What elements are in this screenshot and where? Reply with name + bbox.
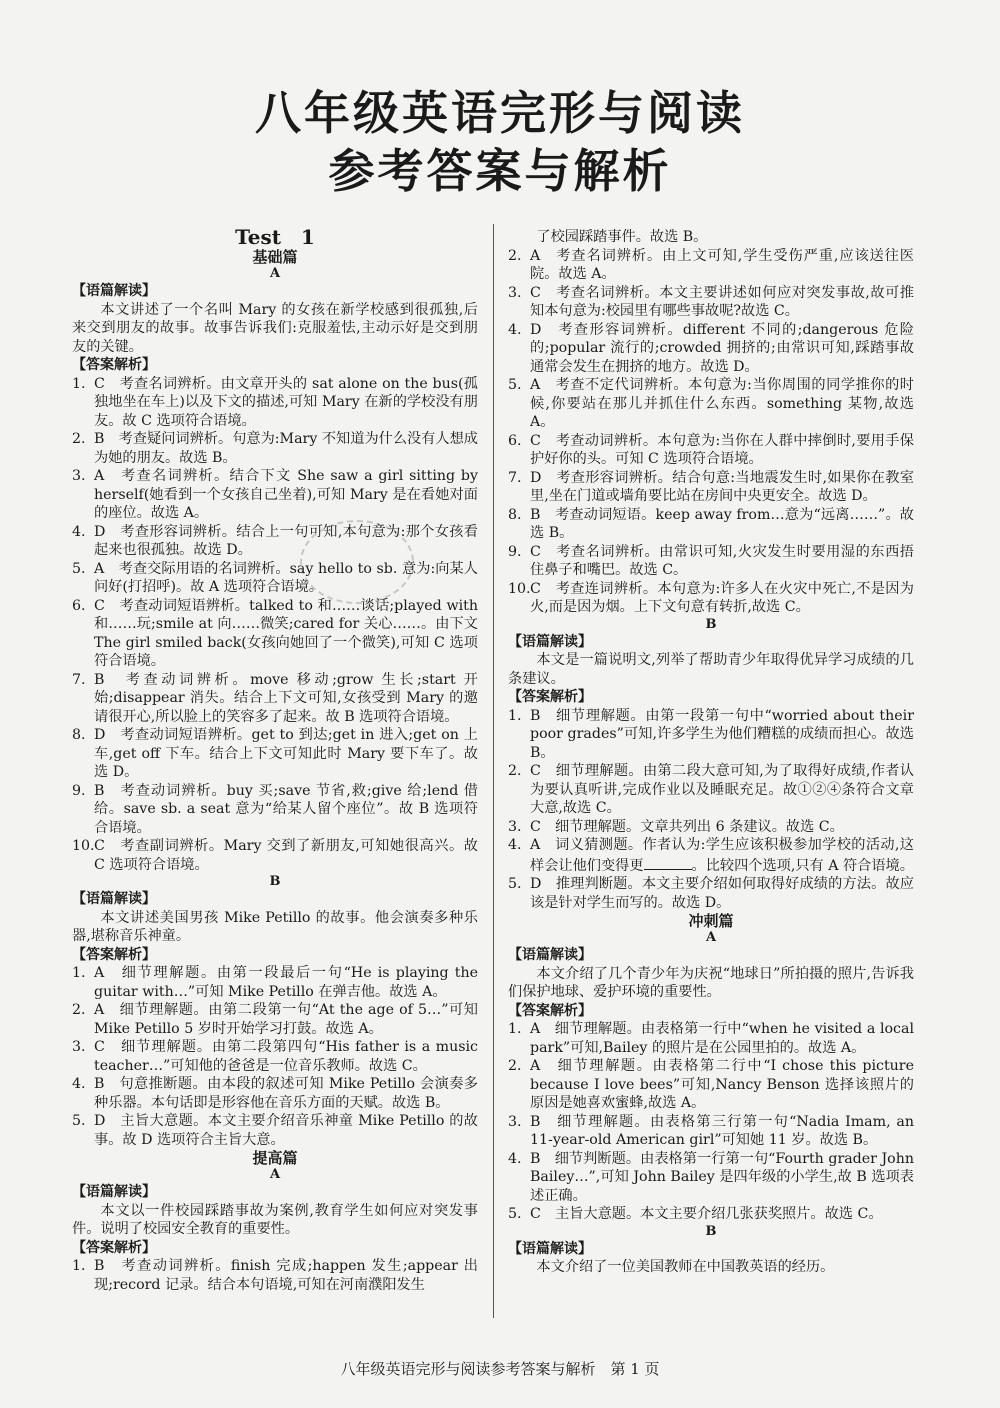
answer-text: A 考查名词辨析。由上文可知,学生受伤严重,应该送往医院。故选 A。 — [530, 247, 914, 282]
answer-text: C 考查名词辨析。由文章开头的 sat alone on the bus(孤独地坐在车上)以及下文的描述,可知 Mary 在新的学校没有朋友。故 C 选项符合语境。 — [94, 375, 478, 429]
section-level-heading: 冲刺篇 — [688, 912, 734, 930]
section-heading: 【语篇解读】 — [72, 283, 156, 299]
answer-text: B 句意推断题。由本段的叙述可知 Mike Petillo 会演奏多种乐器。本句话即是形容他在音乐方面的天赋。故选 B。 — [94, 1076, 478, 1111]
answer-item — [508, 543, 914, 580]
answer-text: A 考查名词辨析。结合下文 She saw a girl sitting by herself(她看到一个女孩自己坐着),可知 Mary 是在看她对面的座位。故选 A。 — [94, 468, 478, 521]
answer-item — [508, 432, 914, 469]
answer-item — [72, 523, 478, 560]
answer-number: 1. — [508, 707, 522, 724]
answer-item — [508, 1057, 914, 1113]
section-heading: 【答案解析】 — [72, 357, 156, 373]
answer-item — [72, 375, 478, 431]
answer-text: A 考查不定代词辨析。本句意为:当你周围的同学推你的时候,你要站在那儿并抓住什么东西。something 某物,故选 A。 — [530, 377, 914, 430]
answer-item — [72, 726, 478, 782]
answer-number: 7. — [508, 469, 522, 486]
answer-item — [508, 818, 914, 837]
answer-text: B 考查动词辨析。finish 完成;happen 发生;appear 出现;record 记录。结合本句语境,可知在河南濮阳发生 — [94, 1258, 478, 1293]
answer-item — [72, 1075, 478, 1112]
answer-text: C 考查动词短语辨析。talked to 和……谈话;played with 和……玩;smile at 向……微笑;cared for 关心……。由下文 The girl smiled back(女孩向她回了一个微笑),可知 C 选项符合语境。 — [94, 597, 478, 669]
answer-text: B 考查动词短语。keep away from…意为“远离……”。故选 B。 — [530, 506, 914, 541]
answer-number: 9. — [508, 543, 522, 560]
answer-item — [508, 762, 914, 818]
answer-number: 4. — [72, 1076, 86, 1092]
answer-number: 2. — [508, 1058, 522, 1074]
answer-text: C 细节理解题。文章共列出 6 条建议。故选 C。 — [530, 818, 844, 835]
answer-item — [72, 1257, 478, 1294]
answer-item — [72, 671, 478, 727]
answer-number: 9. — [72, 782, 86, 799]
summary-paragraph: 本文讲述美国男孩 Mike Petillo 的故事。他会演奏多种乐器,堪称音乐神童。 — [72, 909, 478, 944]
answer-text: C 考查名词辨析。由常识可知,火灾发生时要用湿的东西捂住鼻子和嘴巴。故选 C。 — [530, 543, 914, 578]
summary-paragraph: 本文介绍了几个青少年为庆祝“地球日”所拍摄的照片,告诉我们保护地球、爱护环境的重要性。 — [508, 965, 914, 1000]
summary-paragraph: 本文是一篇说明文,列举了帮助青少年取得优异学习成绩的几条建议。 — [508, 652, 914, 687]
answer-number: 8. — [72, 727, 86, 743]
answer-item — [508, 875, 914, 912]
answer-number: 1. — [508, 1021, 522, 1037]
section-heading: 【语篇解读】 — [508, 1240, 592, 1257]
answer-item — [72, 467, 478, 523]
part-label: B — [705, 616, 717, 632]
answer-text: D 主旨大意题。本文主要介绍音乐神童 Mike Petillo 的故事。故 D 选项符合主旨大意。 — [94, 1113, 478, 1148]
section-heading: 【语篇解读】 — [72, 1184, 156, 1200]
part-label: B — [705, 1223, 717, 1239]
test-title: Test 1 — [235, 225, 315, 249]
answer-text: D 考查动词短语辨析。get to 到达;get in 进入;get on 上车,get off 下车。结合上下文可知此时 Mary 要下车了。故选 D。 — [94, 727, 478, 780]
answer-number: 5. — [508, 876, 522, 892]
answer-text: C 考查动词辨析。本句意为:当你在人群中摔倒时,要用手保护好你的头。可知 C 选项符合语境。 — [530, 432, 914, 467]
answer-text: B 细节理解题。由第一段第一句中“worried about their poor grades”可知,许多学生为他们糟糕的成绩而担心。故选 B。 — [530, 707, 914, 761]
answer-item — [72, 597, 478, 671]
continued-text: 了校园踩踏事件。故选 B。 — [508, 229, 708, 245]
section-heading: 【答案解析】 — [72, 946, 156, 963]
answer-number: 10. — [72, 838, 95, 854]
answer-text: D 考查形容词辨析。结合句意:当地震发生时,如果你在教室里,坐在门道或墙角要比站在房间中央更安全。故选 D。 — [530, 469, 914, 504]
left-column — [72, 226, 478, 1294]
section-heading: 【语篇解读】 — [508, 947, 592, 963]
answer-number: 3. — [508, 818, 522, 835]
answer-number: 4. — [508, 321, 522, 338]
answer-number: 3. — [508, 284, 522, 301]
section-level-heading: 基础篇 — [252, 248, 298, 266]
answer-text: 。比较四个选项,只有 A 符合语境。 — [691, 857, 914, 874]
answer-number: 3. — [72, 468, 86, 484]
answer-text: B 细节理解题。由表格第三行第一句“Nadia Imam, an 11-year-old American girl”可知她 11 岁。故选 B。 — [530, 1113, 914, 1148]
answer-number: 6. — [72, 597, 86, 614]
answer-item — [72, 782, 478, 838]
answer-text: A 细节理解题。由第二段第一句“At the age of 5…”可知 Mike Petillo 5 岁时开始学习打鼓。故选 A。 — [94, 1002, 478, 1037]
answer-number: 3. — [508, 1113, 522, 1130]
answer-number: 1. — [72, 1258, 86, 1274]
answer-text: D 推理判断题。本文主要介绍如何取得好成绩的方法。故应该是针对学生而写的。故选 D。 — [530, 876, 914, 911]
answer-number: 5. — [72, 560, 86, 577]
answer-item — [508, 1150, 914, 1206]
answer-item — [72, 1038, 478, 1075]
answer-text: B 考查动词辨析。move 移动;grow 生长;start 开始;disappear 消失。结合上下文可知,女孩受到 Mary 的邀请很开心,所以脸上的笑容多了起来。故 B 选项符合语境。 — [94, 671, 478, 725]
answer-item — [508, 1205, 914, 1224]
answer-text: C 考查副词辨析。Mary 交到了新朋友,可知她很高兴。故 C 选项符合语境。 — [94, 838, 478, 873]
answer-item — [508, 580, 914, 617]
part-label: A — [269, 266, 281, 281]
section-heading: 【答案解析】 — [508, 1002, 592, 1019]
answer-text: C 细节理解题。由第二段大意可知,为了取得好成绩,作者认为要认真听讲,完成作业以及睡眠充足。故①②④条符合文章大意,故选 C。 — [530, 763, 914, 816]
answer-number: 1. — [72, 965, 86, 981]
answer-number: 3. — [72, 1039, 86, 1055]
answer-number: 5. — [508, 377, 522, 393]
section-level-heading: 提高篇 — [252, 1149, 298, 1167]
answer-item — [508, 469, 914, 506]
answer-number: 5. — [72, 1113, 86, 1129]
answer-number: 4. — [508, 1150, 522, 1167]
answer-item — [508, 506, 914, 543]
answer-number: 5. — [508, 1206, 522, 1222]
page-title-line1: 八年级英语完形与阅读 — [255, 86, 745, 140]
answer-number: 2. — [508, 763, 522, 779]
answer-number: 7. — [72, 671, 86, 688]
answer-item — [508, 1113, 914, 1150]
answer-number: 1. — [72, 375, 86, 392]
answer-item — [508, 707, 914, 763]
answer-text: C 考查名词辨析。本文主要讲述如何应对突发事故,故可推知本句意为:校园里有哪些事故呢?故选 C。 — [530, 284, 914, 319]
answer-item — [508, 376, 914, 432]
answer-item — [72, 560, 478, 597]
answer-item — [72, 430, 478, 467]
answer-item — [72, 964, 478, 1001]
answer-number: 6. — [508, 432, 522, 449]
answer-item — [508, 247, 914, 284]
answer-number: 2. — [72, 1002, 86, 1018]
answer-text: C 考查连词辨析。本句意为:许多人在火灾中死亡,不是因为火,而是因为烟。上下文句意有转折,故选 C。 — [530, 580, 914, 615]
right-column — [508, 228, 914, 1277]
answer-number: 2. — [72, 431, 86, 447]
answer-text: C 主旨大意题。本文主要介绍几张获奖照片。故选 C。 — [530, 1206, 883, 1222]
section-heading: 【语篇解读】 — [508, 633, 592, 650]
answer-number: 10. — [508, 580, 531, 597]
answer-text: A 词义猜测题。作者认为:学生应该积极参加学校的活动,这样会让他们变得更 — [530, 837, 914, 874]
part-label: A — [269, 1167, 281, 1182]
answer-item — [508, 1020, 914, 1057]
answer-item — [508, 836, 914, 875]
answer-text: B 细节判断题。由表格第一行第一句“Fourth grader John Bailey…”,可知 John Bailey 是四年级的小学生,故 B 选项表述正确。 — [530, 1150, 914, 1204]
answer-text: A 考查交际用语的名词辨析。say hello to sb. 意为:向某人问好(打招呼)。故 A 选项符合语境。 — [94, 560, 478, 595]
summary-paragraph: 本文讲述了一个名叫 Mary 的女孩在新学校感到很孤独,后来交到朋友的故事。故事告诉我们:克服羞怯,主动示好是交到朋友的关键。 — [72, 301, 478, 355]
summary-paragraph: 本文以一件校园踩踏事故为案例,教育学生如何应对突发事件。说明了校园安全教育的重要性。 — [72, 1202, 478, 1237]
answer-item — [508, 284, 914, 321]
page-footer: 八年级英语完形与阅读参考答案与解析 第 1 页 — [340, 1360, 660, 1378]
column-divider — [493, 224, 494, 1318]
page-title-line2: 参考答案与解析 — [328, 144, 672, 198]
answer-text: D 考查形容词辨析。different 不同的;dangerous 危险的;popular 流行的;crowded 拥挤的;由常识可知,踩踏事故通常会发生在拥挤的地方。故选 D。 — [530, 321, 914, 375]
answer-text: A 细节理解题。由表格第二行中“I chose this picture because I love bees”可知,Nancy Benson 选择该照片的原因是她喜欢蜜蜂,故选 A。 — [530, 1058, 914, 1111]
answer-text: A 细节理解题。由第一段最后一句“He is playing the guitar with…”可知 Mike Petillo 在弹吉他。故选 A。 — [94, 965, 478, 1000]
answer-item — [72, 1112, 478, 1149]
answer-item — [72, 1001, 478, 1038]
part-label: A — [705, 930, 717, 945]
part-label: B — [269, 874, 281, 889]
answer-number: 4. — [72, 523, 86, 540]
answer-item — [72, 837, 478, 874]
answer-text: C 细节理解题。由第二段第四句“His father is a music teacher…”可知他的爸爸是一位音乐教师。故选 C。 — [94, 1039, 478, 1074]
summary-paragraph: 本文介绍了一位美国教师在中国教英语的经历。 — [536, 1259, 835, 1275]
section-heading: 【语篇解读】 — [72, 891, 156, 907]
answer-item — [508, 321, 914, 377]
answer-text: D 考查形容词辨析。结合上一句可知,本句意为:那个女孩看起来也很孤独。故选 D。 — [94, 523, 478, 558]
answer-number: 4. — [508, 837, 522, 853]
answer-blank — [644, 855, 692, 870]
section-heading: 【答案解析】 — [508, 689, 592, 705]
answer-number: 8. — [508, 506, 522, 523]
section-heading: 【答案解析】 — [72, 1239, 156, 1256]
answer-text: B 考查动词辨析。buy 买;save 节省,救;give 给;lend 借给。save sb. a seat 意为“给某人留个座位”。故 B 选项符合语境。 — [94, 782, 478, 836]
answer-text: B 考查疑问词辨析。句意为:Mary 不知道为什么没有人想成为她的朋友。故选 B。 — [94, 431, 478, 466]
answer-text: A 细节理解题。由表格第一行中“when he visited a local park”可知,Bailey 的照片是在公园里拍的。故选 A。 — [530, 1021, 914, 1056]
answer-number: 2. — [508, 247, 522, 264]
